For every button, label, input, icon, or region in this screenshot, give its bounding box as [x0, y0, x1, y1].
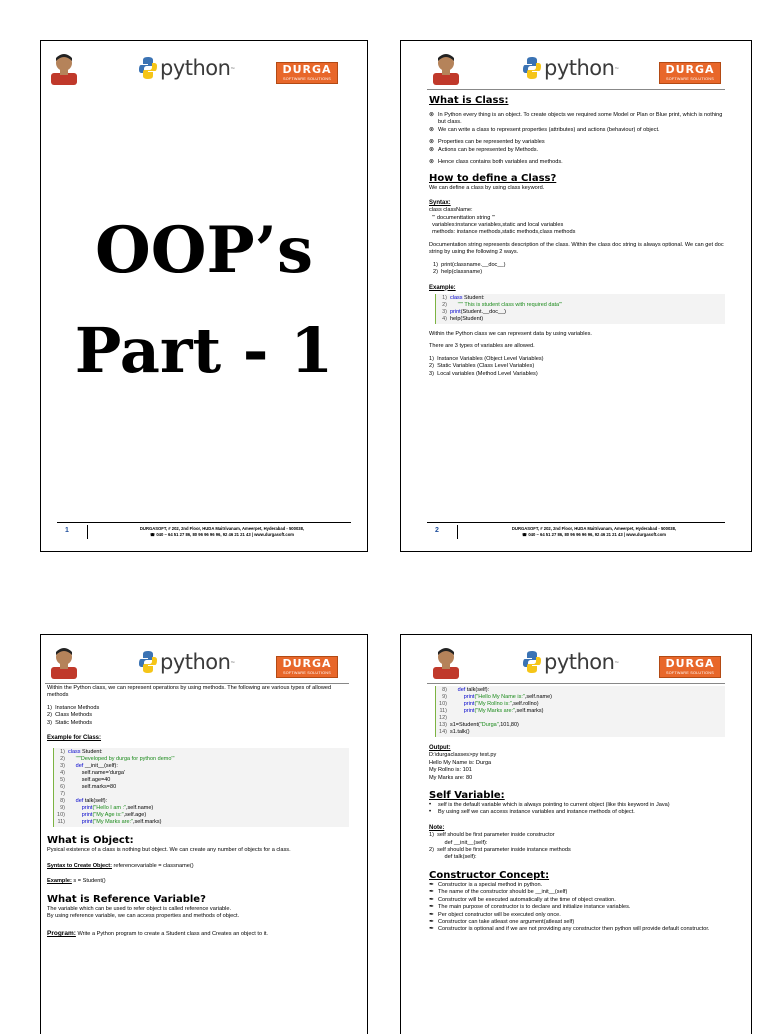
code-line: 11) print ("My Marks are:" ,self.marks) — [439, 708, 544, 714]
python-wordmark: python — [544, 56, 615, 80]
code-line: 14) s1.talk() — [439, 729, 470, 735]
code-line: 5) self.age=40 — [60, 777, 111, 784]
code-block — [435, 294, 725, 324]
page-number: 1 — [65, 527, 69, 534]
page-3 — [40, 634, 368, 1034]
pen-bullet-icon: ✒ — [429, 889, 435, 896]
heading-self-variable: Self Variable: — [429, 790, 505, 802]
code-line: 2) ''''' This is student class with required data''' — [442, 301, 563, 308]
list-item: ✒ The name of the constructor should be __init__(self) — [429, 889, 568, 896]
code-line: 6) self.marks=80 — [60, 784, 117, 791]
page-4-content: 8) def talk(self): 9) print ("Hello My Name is:" ,self.name) 10) print ("My Rollno is:" ,self.rollno) 11) print ("My Marks are:" ,self.marks) 12) 13) s1=Student( "Durga" ,101,80) 14) s1.talk() Output: D:\durgaclasses>py test.py Hello My Name is: Durga My Rollno is: 101 My Marks are: 80 Self Variable: • self is the default variable which is always pointing to current object (like this keyword in Java) • By using self we can access instance variables and instance methods of object. Note: 1) self should be first parameter inside constructor def __init__(self): 2) self should be first parameter inside instance methods def talk(self): Constructor Concept: ✒ Constructor is a special method in python. ✒ The name of the constructor should be __init__(self) ✒ Constructor will be executed automatically at the time of object creation. ✒ The main purpose of constructor is to declare and initialize instance variables. ✒ Per object constructor will be executed only once. ✒ Constructor can take atleast one argument(atleast self) ✒ Constructor is optional and if we are not providing any constructor then python will provide default constructor. — [429, 685, 725, 934]
instructor-photo — [431, 645, 461, 679]
heading-what-is-object: What is Object: — [47, 835, 134, 847]
code-line: 4) help(Student) — [442, 315, 484, 322]
code-line: 10) print ("My Age is:" ,self.age) — [57, 812, 147, 819]
heading-what-is-class: What is Class: — [429, 95, 509, 106]
durga-logo: DURGA SOFTWARE SOLUTIONS — [276, 62, 338, 84]
code-line: 7) — [60, 791, 65, 798]
note-label: Note: — [429, 824, 445, 831]
page-number: 2 — [435, 527, 439, 534]
heading-constructor-concept: Constructor Concept: — [429, 869, 550, 881]
heading-define-class: How to define a Class? — [429, 173, 557, 185]
list-item: ⊗ We can write a class to represent properties (attributes) and actions (behaviour) of object. — [429, 126, 660, 133]
page-2 — [400, 40, 752, 552]
durga-logo: DURGA SOFTWARE SOLUTIONS — [276, 656, 338, 678]
page-header — [41, 47, 367, 89]
page-header — [41, 641, 367, 683]
bullet-icon: ⊗ — [429, 112, 435, 118]
list-item: ⊗ Properties can be represented by variables — [429, 139, 545, 146]
python-snake-icon — [139, 57, 157, 79]
durga-logo: DURGA SOFTWARE SOLUTIONS — [659, 656, 721, 678]
python-logo: python ™ — [523, 647, 618, 677]
example-label: Example: — [429, 284, 456, 291]
code-line: 10) print ("My Rollno is:" ,self.rollno) — [439, 701, 539, 707]
python-wordmark: python — [544, 650, 615, 674]
python-snake-icon — [523, 651, 541, 673]
python-wordmark: python — [160, 650, 231, 674]
python-logo: python ™ — [523, 53, 618, 83]
list-item: ✒ Constructor will be executed automatically at the time of object creation. — [429, 896, 616, 903]
page-footer: 1 DURGASOFT, # 202, 2nd Floor, HUDA Maitrivanam, Ameerpet, Hyderabad - 500038, ☎ 040 – 64 51 27 86, 80 96 96 96 96, 92 46 21 21 43 | www.durgasoft.com — [57, 522, 351, 543]
code-block — [53, 748, 349, 827]
cover-title-line1: OOP’s — [95, 213, 313, 288]
durga-logo: DURGA SOFTWARE SOLUTIONS — [659, 62, 721, 84]
list-item: ✒ The main purpose of constructor is to declare and initialize instance variables. — [429, 904, 631, 911]
python-snake-icon — [139, 651, 157, 673]
list-item: • self is the default variable which is always pointing to current object (like this keyword in Java) — [429, 802, 670, 809]
bullet-icon: ⊗ — [429, 159, 435, 166]
code-line: 3) def __init__(self): — [60, 763, 118, 770]
list-item: ⊗ Hence class contains both variables and methods. — [429, 159, 563, 166]
list-item: • By using self we can access instance variables and instance methods of object. — [429, 809, 635, 816]
pen-bullet-icon: ✒ — [429, 896, 435, 903]
page-1 — [40, 40, 368, 552]
syntax-label: Syntax: — [429, 199, 451, 206]
page-3-content: Within the Python class, we can represent operations by using methods. The following are various types of allowed methods 1) Instance Methods 2) Class Methods 3) Static Methods Example for Class: 1) class Student: 2) '''''Developed by durga for python demo''' 3) def __init__(self): 4) self.name='durga' 5) self.age=40 6) self.marks=80 7) 8) def talk(self): 9) print ("Hello I am :" ,self.name) 10) print ("My Age is:" ,self.age) 11) print ("My Marks are:" ,self.marks) What is Object: Pysical existence of a class is nothing but object. We can create any number of objects for a class. Syntax to Create Object: referencevariable = classname() Example: s = Student() What is Reference Variable? The variable which can be used to refer object is called reference variable. By using reference variable, we can access properties and methods of object. Program: Write a Python program to create a Student class and Creates an object to it. — [47, 685, 349, 939]
pen-bullet-icon: ✒ — [429, 926, 435, 933]
code-line: 3) print (Student.__doc__) — [442, 308, 506, 315]
page-2-content: What is Class: ⊗ In Python every thing is an object. To create objects we required some Model or Plan or Blue print, which is nothing but class. ⊗ We can write a class to represent properties (attributes) and actions (behaviour) of object. ⊗ Properties can be represented by variables ⊗ Actions can be represented by Methods. ⊗ Hence class contains both variables and methods. How to define a Class? We can define a class by using class keyword. Syntax: class className: ''' documenttation string ''' variables:instance variables,static and local variables methods: instance methods,static methods,class methods Documentation string represents description of the class. Within the class doc string is always optional. We can get doc string by using the following 2 ways. 1) print(classname.__doc__) 2) help(classname) Example: 1) class Student: 2) ''''' This is student class with required data''' 3) print (Student.__doc__) 4) help(Student) Within the Python class we can represent data by using variables. There are 3 types of variables are allowed. 1) Instance Variables (Object Level Variables) 2) Static Variables (Class Level Variables) 3) Local variables (Method Level Variables) — [429, 95, 724, 377]
python-wordmark: python — [160, 56, 231, 80]
page-header — [401, 641, 751, 683]
code-line: 4) self.name='durga' — [60, 770, 125, 777]
list-item: ✒ Constructor can take atleast one argument(atleast self) — [429, 918, 575, 925]
bullet-icon: ⊗ — [429, 139, 435, 146]
pen-bullet-icon: ✒ — [429, 904, 435, 911]
cover-title-line2: Part - 1 — [74, 314, 334, 387]
code-line: 11) print ("My Marks are:" ,self.marks) — [57, 819, 162, 826]
list-item: ✒ Constructor is optional and if we are not providing any constructor then python will provide default constructor. — [429, 926, 710, 933]
code-line: 12) — [439, 715, 447, 721]
code-line: 13) s1=Student( "Durga" ,101,80) — [439, 722, 519, 728]
instructor-photo — [49, 51, 79, 85]
python-logo: python ™ — [139, 53, 234, 83]
bullet-icon: ⊗ — [429, 126, 435, 133]
pen-bullet-icon: ✒ — [429, 881, 435, 888]
instructor-photo — [49, 645, 79, 679]
list-item: ✒ Constructor is a special method in python. — [429, 881, 543, 888]
instructor-photo — [431, 51, 461, 85]
list-item: ✒ Per object constructor will be executed only once. — [429, 911, 561, 918]
heading-reference-variable: What is Reference Variable? — [47, 893, 206, 905]
page-4 — [400, 634, 752, 1034]
code-line: 1) class Student: — [442, 294, 485, 301]
code-line: 1) class Student: — [60, 749, 103, 756]
python-snake-icon — [523, 57, 541, 79]
output-label: Output: — [429, 745, 451, 751]
code-line: 2) '''''Developed by durga for python demo''' — [60, 756, 175, 763]
python-logo: python ™ — [139, 647, 234, 677]
pen-bullet-icon: ✒ — [429, 918, 435, 925]
code-block — [435, 686, 725, 737]
code-line: 8) def talk(self): — [60, 798, 108, 805]
list-item: ⊗ In Python every thing is an object. To create objects we required some Model or Plan or Blue print, which is nothing but class. — [429, 112, 723, 126]
code-line: 8) def talk(self): — [442, 687, 490, 693]
list-item: ⊗ Actions can be represented by Methods. — [429, 146, 539, 153]
page-footer: 2 DURGASOFT, # 202, 2nd Floor, HUDA Maitrivanam, Ameerpet, Hyderabad - 500038, ☎ 040 – 64 51 27 86, 80 96 96 96 96, 92 46 21 21 43 | www.durgasoft.com — [427, 522, 725, 543]
pen-bullet-icon: ✒ — [429, 911, 435, 918]
bullet-icon: ⊗ — [429, 146, 435, 153]
code-line: 9) print ("Hello I am :" ,self.name) — [60, 805, 154, 812]
code-line: 9) print ("Hello My Name is:" ,self.name) — [442, 694, 553, 700]
page-header — [401, 47, 751, 89]
example-label: Example for Class: — [47, 735, 102, 742]
